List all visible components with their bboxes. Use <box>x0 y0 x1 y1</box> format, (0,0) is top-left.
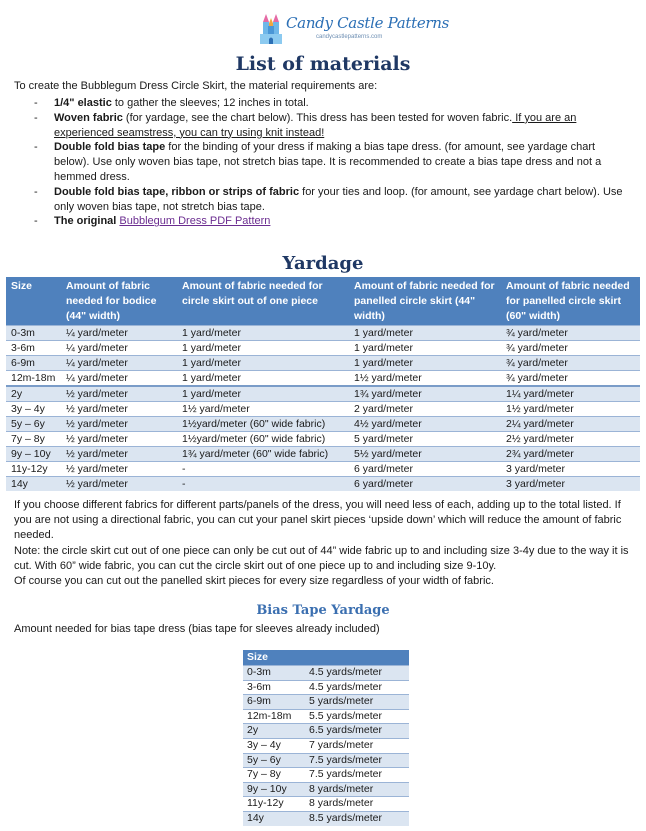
table-row <box>243 709 409 724</box>
list-item: - Woven fabric (for yardage, see the chart below). This dress has been tested for woven fabric. If you are an experienced seamstress, you can try using knit instead! <box>34 111 577 139</box>
amount-cell: 1½yard/meter (60" wide fabric) <box>177 432 349 447</box>
table-header-row <box>243 650 409 666</box>
list-item: - 1/4" elastic to gather the sleeves; 12 inches in total. <box>34 97 309 109</box>
item-text: for your ties and loop. (for amount, see yardage chart below). Use only woven bias tape, not stretch bias tape. <box>54 185 623 213</box>
size-cell: 2y <box>6 386 61 402</box>
amount-cell: 1 yard/meter <box>349 326 501 341</box>
yardage-table <box>6 277 640 491</box>
amount-cell: 1 yard/meter <box>177 386 349 402</box>
size-cell: 0-3m <box>6 326 61 341</box>
table-row <box>243 666 409 681</box>
amount-cell: ¾ yard/meter <box>501 356 640 371</box>
table-row <box>6 477 640 492</box>
table-row <box>6 386 640 402</box>
table-row <box>6 447 640 462</box>
table-row <box>6 371 640 387</box>
page-title: List of materials <box>235 53 411 75</box>
amount-cell: 1½ yard/meter <box>177 402 349 417</box>
amount-cell: 5.5 yards/meter <box>305 709 409 724</box>
amount-cell: 1 yard/meter <box>349 341 501 356</box>
amount-cell: 1½ yard/meter <box>501 402 640 417</box>
size-cell: 5y – 6y <box>243 753 305 768</box>
amount-cell: 5½ yard/meter <box>349 447 501 462</box>
amount-cell: ¾ yard/meter <box>501 326 640 341</box>
column-header <box>305 650 409 666</box>
size-cell: 14y <box>243 811 305 825</box>
amount-cell: 6 yard/meter <box>349 462 501 477</box>
table-row <box>6 432 640 447</box>
amount-cell: ½ yard/meter <box>61 402 177 417</box>
amount-cell: 7.5 yards/meter <box>305 768 409 783</box>
table-row <box>6 462 640 477</box>
item-bold: The original <box>54 215 117 228</box>
note-paragraph: Of course you can cut out the panelled skirt pieces for every size regardless of your width of fabric. <box>14 575 494 588</box>
amount-cell: 4.5 yards/meter <box>305 666 409 681</box>
amount-cell: ½ yard/meter <box>61 432 177 447</box>
size-cell: 9y – 10y <box>243 782 305 797</box>
column-header: Amount of fabric needed for panelled circle skirt (60" width) <box>501 277 640 326</box>
table-header-row <box>6 277 640 326</box>
table-row <box>6 417 640 432</box>
note-paragraph: Note: the circle skirt cut out of one piece can only be cut out of 44” wide fabric up to and including size 3-4y due to the way it is cut. With 60” wide fabric, you can cut the circle skirt out of one piece up to and including size 9-10y. <box>14 544 629 572</box>
amount-cell: - <box>177 477 349 492</box>
castle-logo-icon <box>258 12 284 46</box>
size-cell: 5y – 6y <box>6 417 61 432</box>
amount-cell: ¾ yard/meter <box>501 371 640 387</box>
size-cell: 6-9m <box>6 356 61 371</box>
list-item: - The original Bubblegum Dress PDF Pattern <box>34 215 271 228</box>
amount-cell: 7 yards/meter <box>305 738 409 753</box>
amount-cell: 1 yard/meter <box>177 371 349 387</box>
column-header: Amount of fabric needed for bodice (44" width) <box>61 277 177 326</box>
list-item: - Double fold bias tape, ribbon or strips of fabric for your ties and loop. (for amount, see yardage chart below). Use only woven bias tape, not stretch bias tape. <box>34 185 623 213</box>
table-row <box>243 797 409 812</box>
amount-cell: 6 yard/meter <box>349 477 501 492</box>
amount-cell: 1 yard/meter <box>349 356 501 371</box>
column-header: Amount of fabric needed for panelled circle skirt (44" width) <box>349 277 501 326</box>
amount-cell: ¼ yard/meter <box>61 356 177 371</box>
size-cell: 7y – 8y <box>6 432 61 447</box>
amount-cell: 6.5 yards/meter <box>305 724 409 739</box>
amount-cell: 1 yard/meter <box>177 341 349 356</box>
table-row <box>6 326 640 341</box>
size-cell: 0-3m <box>243 666 305 681</box>
amount-cell: ½ yard/meter <box>61 477 177 492</box>
amount-cell: 8 yards/meter <box>305 782 409 797</box>
amount-cell: ¾ yard/meter <box>501 341 640 356</box>
logo <box>258 10 450 50</box>
table-row <box>243 753 409 768</box>
size-cell: 7y – 8y <box>243 768 305 783</box>
item-text: for the binding of your dress if making a bias tape dress. (for amount, see yardage chart below). Use only woven bias tape, not stretch bias tape. It is recommended to create a bias tape dress and not a hemmed dress. <box>54 141 602 183</box>
size-cell: 11y-12y <box>243 797 305 812</box>
amount-cell: 8 yards/meter <box>305 797 409 812</box>
bias-table <box>243 650 409 826</box>
list-item: - Double fold bias tape for the binding of your dress if making a bias tape dress. (for amount, see yardage chart below). Use only woven bias tape, not stretch bias tape. It is recommended to create a bias tape dress and not a hemmed dress. <box>34 141 602 183</box>
amount-cell: 2½ yard/meter <box>501 432 640 447</box>
size-cell: 3-6m <box>6 341 61 356</box>
amount-cell: - <box>177 462 349 477</box>
amount-cell: 1¾ yard/meter (60" wide fabric) <box>177 447 349 462</box>
amount-cell: 1½ yard/meter <box>349 371 501 387</box>
bias-note: Amount needed for bias tape dress (bias tape for sleeves already included) <box>14 623 380 635</box>
amount-cell: 4½ yard/meter <box>349 417 501 432</box>
amount-cell: 1¾ yard/meter <box>349 386 501 402</box>
amount-cell: 2¾ yard/meter <box>501 447 640 462</box>
table-row <box>6 356 640 371</box>
amount-cell: 7.5 yards/meter <box>305 753 409 768</box>
table-row <box>243 811 409 825</box>
size-cell: 14y <box>6 477 61 492</box>
table-row <box>243 724 409 739</box>
pattern-link[interactable]: Bubblegum Dress PDF Pattern <box>119 215 271 228</box>
column-header: Size <box>6 277 61 326</box>
amount-cell: 3 yard/meter <box>501 462 640 477</box>
table-row <box>243 738 409 753</box>
amount-cell: 1 yard/meter <box>177 356 349 371</box>
table-row <box>6 341 640 356</box>
amount-cell: 3 yard/meter <box>501 477 640 492</box>
logo-url: candycastlepatterns.com <box>316 34 383 40</box>
amount-cell: 5 yard/meter <box>349 432 501 447</box>
intro-text: To create the Bubblegum Dress Circle Skirt, the material requirements are: <box>14 80 378 92</box>
amount-cell: 1¼ yard/meter <box>501 386 640 402</box>
size-cell: 3-6m <box>243 680 305 695</box>
item-text: (for yardage, see the chart below). This dress has been tested for woven fabric. <box>122 111 513 124</box>
size-cell: 3y – 4y <box>243 738 305 753</box>
amount-cell: ¼ yard/meter <box>61 326 177 341</box>
amount-cell: 4.5 yards/meter <box>305 680 409 695</box>
amount-cell: 5 yards/meter <box>305 695 409 710</box>
amount-cell: ½ yard/meter <box>61 417 177 432</box>
item-underlined: If you are an experienced seamstress, you can try using knit instead! <box>54 111 577 139</box>
amount-cell: 2¼ yard/meter <box>501 417 640 432</box>
item-bold: 1/4" elastic <box>54 97 112 109</box>
size-cell: 2y <box>243 724 305 739</box>
size-cell: 12m-18m <box>6 371 61 387</box>
requirements-list <box>14 96 632 229</box>
notes <box>14 498 636 589</box>
column-header: Amount of fabric needed for circle skirt out of one piece <box>177 277 349 326</box>
item-text: to gather the sleeves; 12 inches in total. <box>111 97 309 109</box>
yardage-heading: Yardage <box>282 253 364 274</box>
amount-cell: 1½yard/meter (60" wide fabric) <box>177 417 349 432</box>
size-cell: 12m-18m <box>243 709 305 724</box>
item-bold: Double fold bias tape <box>54 141 166 154</box>
column-header: Size <box>243 650 305 666</box>
table-row <box>243 782 409 797</box>
amount-cell: ½ yard/meter <box>61 386 177 402</box>
bias-heading: Bias Tape Yardage <box>256 603 390 618</box>
size-cell: 6-9m <box>243 695 305 710</box>
size-cell: 3y – 4y <box>6 402 61 417</box>
amount-cell: 2 yard/meter <box>349 402 501 417</box>
size-cell: 9y – 10y <box>6 447 61 462</box>
item-bold: Double fold bias tape, ribbon or strips of fabric <box>54 185 300 198</box>
table-row <box>243 695 409 710</box>
amount-cell: 1 yard/meter <box>177 326 349 341</box>
table-row <box>243 768 409 783</box>
item-bold: Woven fabric <box>54 111 123 124</box>
amount-cell: ½ yard/meter <box>61 462 177 477</box>
table-row <box>6 402 640 417</box>
amount-cell: ¼ yard/meter <box>61 371 177 387</box>
size-cell: 11y-12y <box>6 462 61 477</box>
table-row <box>243 680 409 695</box>
amount-cell: ¼ yard/meter <box>61 341 177 356</box>
amount-cell: 8.5 yards/meter <box>305 811 409 825</box>
amount-cell: ½ yard/meter <box>61 447 177 462</box>
note-paragraph: If you choose different fabrics for different parts/panels of the dress, you will need less of each, adding up to the total listed. If you are not using a directional fabric, you can cut your panel skirt pieces ‘upside down’ which will reduce the amount of fabric needed. <box>14 499 622 542</box>
logo-text: Candy Castle Patterns <box>286 14 450 32</box>
